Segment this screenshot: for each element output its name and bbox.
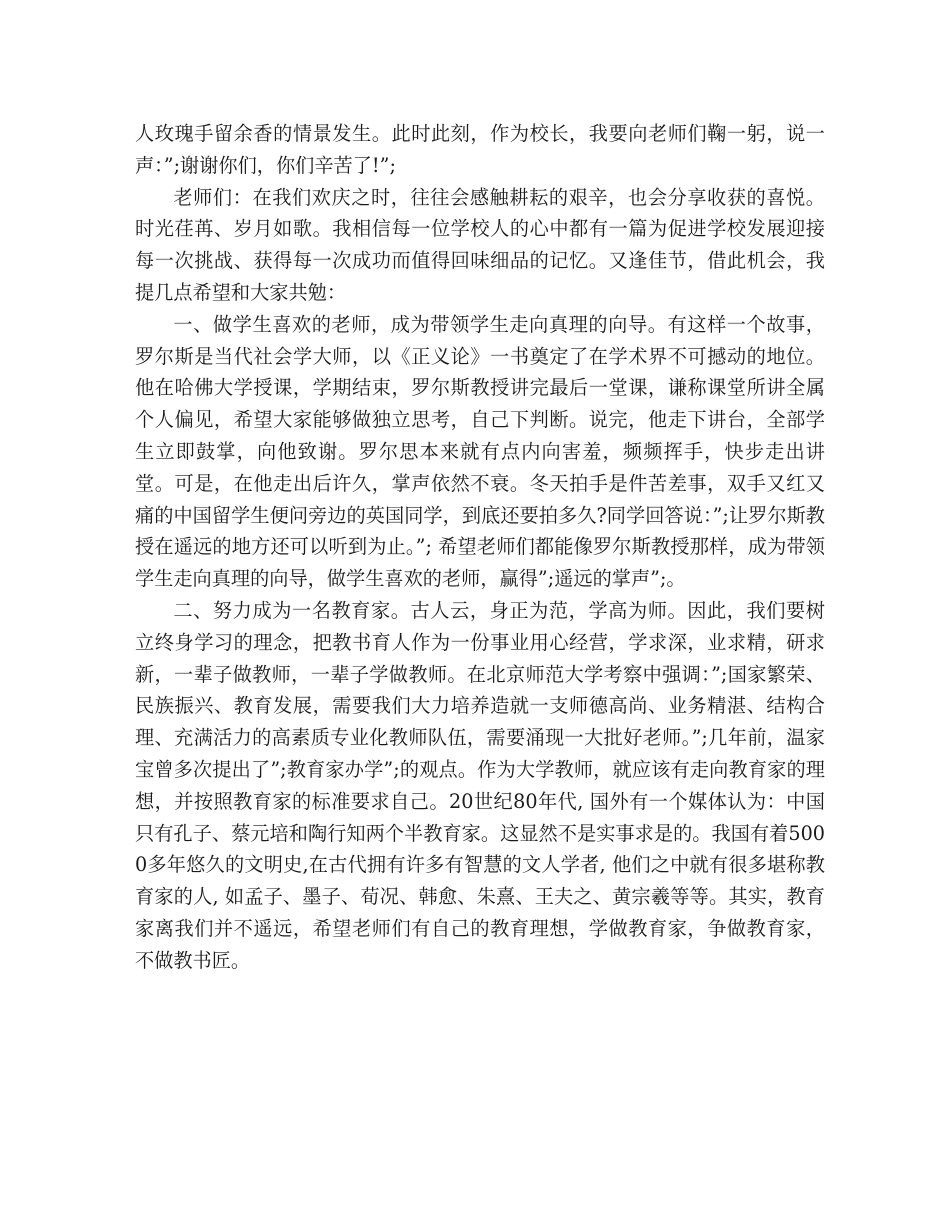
paragraph-greeting: 老师们：在我们欢庆之时，往往会感触耕耘的艰辛，也会分享收获的喜悦。时光荏苒、岁月如歌。我相信每一位学校人的心中都有一篇为促进学校发展迎接每一次挑战、获得每一次成功而值得回味细品的记忆。又逢佳节，借此机会，我提几点希望和大家共勉： <box>135 185 825 304</box>
paragraph-point-two: 二、努力成为一名教育家。古人云，身正为范，学高为师。因此，我们要树立终身学习的理念，把教书育人作为一份事业用心经营，学求深，业求精，研求新，一辈子做教师，一辈子学做教师。在北京师范大学考察中强调：”;国家繁荣、民族振兴、教育发展，需要我们大力培养造就一支师德高尚、业务精湛、结构合理、充满活力的高素质专业化教师队伍，需要涌现一大批好老师。”;几年前，温家宝曾多次提出了”;教育家办学”;的观点。作为大学教师，就应该有走向教育家的理想，并按照教育家的标准要求自己。20世纪80年代, 国外有一个媒体认为：中国只有孔子、蔡元培和陶行知两个半教育家。这显然不是实事求是的。我国有着5000多年悠久的文明史,在古代拥有许多有智慧的文人学者, 他们之中就有很多堪称教育家的人, 如孟子、墨子、荀况、韩愈、朱熹、王夫之、黄宗羲等等。其实，教育家离我们并不遥远，希望老师们有自己的教育理想，学做教育家，争做教育家，不做教书匠。 <box>135 598 825 972</box>
paragraph-point-one: 一、做学生喜欢的老师，成为带领学生走向真理的向导。有这样一个故事，罗尔斯是当代社会学大师，以《正义论》一书奠定了在学术界不可撼动的地位。他在哈佛大学授课，学期结束，罗尔斯教授讲完最后一堂课，谦称课堂所讲全属个人偏见，希望大家能够做独立思考，自己下判断。说完，他走下讲台，全部学生立即鼓掌，向他致谢。罗尔思本来就有点内向害羞，频频挥手，快步走出讲堂。可是，在他走出后许久，掌声依然不衰。冬天拍手是件苦差事，双手又红又痛的中国留学生便问旁边的英国同学，到底还要拍多久?同学回答说：”;让罗尔斯教授在遥远的地方还可以听到为止。”; 希望老师们都能像罗尔斯教授那样，成为带领学生走向真理的向导，做学生喜欢的老师，赢得”;遥远的掌声”;。 <box>135 312 825 591</box>
paragraph-continuation: 人玫瑰手留余香的情景发生。此时此刻，作为校长，我要向老师们鞠一躬，说一声：”;谢谢你们，你们辛苦了!”; <box>135 122 825 177</box>
document-body <box>135 118 825 977</box>
